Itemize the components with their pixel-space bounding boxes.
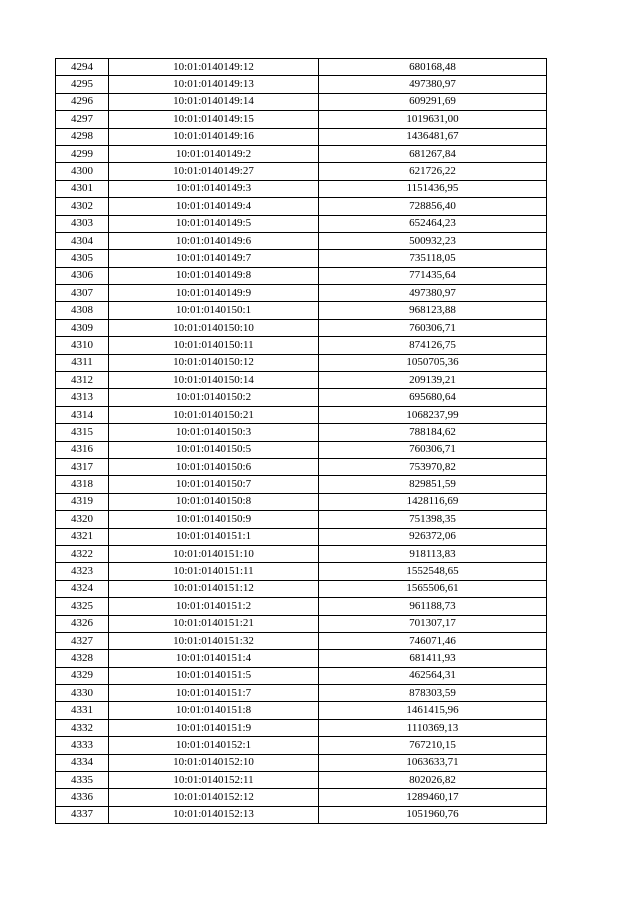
table-row: [56, 59, 547, 76]
row-number-cell: 4335: [56, 772, 109, 789]
table-row: [56, 232, 547, 249]
cadastral-number-cell: 10:01:0140151:2: [109, 598, 319, 615]
table-row: [56, 145, 547, 162]
cadastral-number-cell: 10:01:0140150:14: [109, 372, 319, 389]
cadastral-value-table: [55, 58, 547, 824]
cadastral-value-cell: 1063633,71: [319, 754, 547, 771]
cadastral-number-cell: 10:01:0140152:12: [109, 789, 319, 806]
cadastral-number-cell: 10:01:0140149:5: [109, 215, 319, 232]
cadastral-number-cell: 10:01:0140150:12: [109, 354, 319, 371]
cadastral-value-cell: 701307,17: [319, 615, 547, 632]
table-row: [56, 215, 547, 232]
cadastral-value-cell: 1019631,00: [319, 111, 547, 128]
row-number-cell: 4316: [56, 441, 109, 458]
row-number-cell: 4297: [56, 111, 109, 128]
cadastral-number-cell: 10:01:0140151:1: [109, 528, 319, 545]
cadastral-value-cell: 1436481,67: [319, 128, 547, 145]
cadastral-number-cell: 10:01:0140151:10: [109, 545, 319, 562]
cadastral-value-cell: 609291,69: [319, 93, 547, 110]
table-body: [56, 59, 547, 824]
cadastral-number-cell: 10:01:0140151:11: [109, 563, 319, 580]
table-row: [56, 250, 547, 267]
row-number-cell: 4295: [56, 76, 109, 93]
table-row: [56, 493, 547, 510]
cadastral-value-cell: 652464,23: [319, 215, 547, 232]
table-row: [56, 702, 547, 719]
cadastral-value-cell: 681267,84: [319, 145, 547, 162]
row-number-cell: 4323: [56, 563, 109, 580]
cadastral-value-cell: 788184,62: [319, 424, 547, 441]
cadastral-value-cell: 681411,93: [319, 650, 547, 667]
cadastral-number-cell: 10:01:0140151:12: [109, 580, 319, 597]
table-row: [56, 685, 547, 702]
cadastral-number-cell: 10:01:0140150:11: [109, 337, 319, 354]
table-row: [56, 650, 547, 667]
cadastral-value-cell: 1068237,99: [319, 406, 547, 423]
cadastral-value-cell: 878303,59: [319, 685, 547, 702]
cadastral-number-cell: 10:01:0140149:2: [109, 145, 319, 162]
cadastral-number-cell: 10:01:0140149:12: [109, 59, 319, 76]
row-number-cell: 4301: [56, 180, 109, 197]
cadastral-number-cell: 10:01:0140149:14: [109, 93, 319, 110]
table-row: [56, 424, 547, 441]
cadastral-value-cell: 1110369,13: [319, 719, 547, 736]
cadastral-value-cell: 1050705,36: [319, 354, 547, 371]
cadastral-number-cell: 10:01:0140149:16: [109, 128, 319, 145]
cadastral-number-cell: 10:01:0140152:11: [109, 772, 319, 789]
cadastral-value-cell: 751398,35: [319, 511, 547, 528]
row-number-cell: 4296: [56, 93, 109, 110]
row-number-cell: 4330: [56, 685, 109, 702]
table-row: [56, 267, 547, 284]
row-number-cell: 4313: [56, 389, 109, 406]
row-number-cell: 4324: [56, 580, 109, 597]
row-number-cell: 4317: [56, 458, 109, 475]
cadastral-number-cell: 10:01:0140149:7: [109, 250, 319, 267]
table-row: [56, 719, 547, 736]
cadastral-number-cell: 10:01:0140151:21: [109, 615, 319, 632]
row-number-cell: 4308: [56, 302, 109, 319]
cadastral-number-cell: 10:01:0140150:7: [109, 476, 319, 493]
cadastral-number-cell: 10:01:0140152:10: [109, 754, 319, 771]
cadastral-value-cell: 746071,46: [319, 632, 547, 649]
table-row: [56, 737, 547, 754]
cadastral-number-cell: 10:01:0140150:21: [109, 406, 319, 423]
row-number-cell: 4298: [56, 128, 109, 145]
table-row: [56, 632, 547, 649]
table-row: [56, 598, 547, 615]
cadastral-value-cell: 760306,71: [319, 319, 547, 336]
table-row: [56, 319, 547, 336]
row-number-cell: 4311: [56, 354, 109, 371]
row-number-cell: 4306: [56, 267, 109, 284]
row-number-cell: 4326: [56, 615, 109, 632]
cadastral-value-cell: 771435,64: [319, 267, 547, 284]
row-number-cell: 4300: [56, 163, 109, 180]
row-number-cell: 4299: [56, 145, 109, 162]
cadastral-number-cell: 10:01:0140150:6: [109, 458, 319, 475]
table-row: [56, 198, 547, 215]
cadastral-value-cell: 802026,82: [319, 772, 547, 789]
cadastral-value-cell: 1289460,17: [319, 789, 547, 806]
cadastral-value-cell: 961188,73: [319, 598, 547, 615]
table-row: [56, 458, 547, 475]
row-number-cell: 4337: [56, 806, 109, 823]
table-row: [56, 476, 547, 493]
row-number-cell: 4321: [56, 528, 109, 545]
cadastral-value-cell: 760306,71: [319, 441, 547, 458]
table-row: [56, 372, 547, 389]
cadastral-value-cell: 829851,59: [319, 476, 547, 493]
cadastral-number-cell: 10:01:0140150:10: [109, 319, 319, 336]
cadastral-value-cell: 209139,21: [319, 372, 547, 389]
cadastral-value-cell: 1051960,76: [319, 806, 547, 823]
cadastral-number-cell: 10:01:0140151:5: [109, 667, 319, 684]
cadastral-value-cell: 462564,31: [319, 667, 547, 684]
row-number-cell: 4331: [56, 702, 109, 719]
table-row: [56, 528, 547, 545]
cadastral-number-cell: 10:01:0140150:3: [109, 424, 319, 441]
cadastral-number-cell: 10:01:0140149:15: [109, 111, 319, 128]
cadastral-value-cell: 1428116,69: [319, 493, 547, 510]
table-row: [56, 163, 547, 180]
table-row: [56, 354, 547, 371]
row-number-cell: 4294: [56, 59, 109, 76]
row-number-cell: 4319: [56, 493, 109, 510]
cadastral-value-cell: 1565506,61: [319, 580, 547, 597]
table-row: [56, 754, 547, 771]
row-number-cell: 4309: [56, 319, 109, 336]
table-row: [56, 563, 547, 580]
cadastral-number-cell: 10:01:0140151:32: [109, 632, 319, 649]
cadastral-value-cell: 918113,83: [319, 545, 547, 562]
cadastral-value-cell: 874126,75: [319, 337, 547, 354]
row-number-cell: 4334: [56, 754, 109, 771]
cadastral-number-cell: 10:01:0140152:13: [109, 806, 319, 823]
row-number-cell: 4322: [56, 545, 109, 562]
table-row: [56, 667, 547, 684]
cadastral-value-cell: 753970,82: [319, 458, 547, 475]
cadastral-number-cell: 10:01:0140149:3: [109, 180, 319, 197]
cadastral-value-cell: 621726,22: [319, 163, 547, 180]
cadastral-number-cell: 10:01:0140151:8: [109, 702, 319, 719]
table-row: [56, 337, 547, 354]
table-row: [56, 389, 547, 406]
table-row: [56, 511, 547, 528]
cadastral-value-cell: 968123,88: [319, 302, 547, 319]
row-number-cell: 4305: [56, 250, 109, 267]
cadastral-number-cell: 10:01:0140149:27: [109, 163, 319, 180]
cadastral-number-cell: 10:01:0140149:8: [109, 267, 319, 284]
cadastral-number-cell: 10:01:0140150:2: [109, 389, 319, 406]
row-number-cell: 4304: [56, 232, 109, 249]
cadastral-value-cell: 767210,15: [319, 737, 547, 754]
cadastral-number-cell: 10:01:0140150:1: [109, 302, 319, 319]
cadastral-value-cell: 1552548,65: [319, 563, 547, 580]
row-number-cell: 4328: [56, 650, 109, 667]
table-row: [56, 406, 547, 423]
row-number-cell: 4312: [56, 372, 109, 389]
table-row: [56, 789, 547, 806]
table-row: [56, 93, 547, 110]
row-number-cell: 4314: [56, 406, 109, 423]
row-number-cell: 4315: [56, 424, 109, 441]
row-number-cell: 4327: [56, 632, 109, 649]
cadastral-number-cell: 10:01:0140149:13: [109, 76, 319, 93]
cadastral-number-cell: 10:01:0140150:8: [109, 493, 319, 510]
table-row: [56, 128, 547, 145]
table-row: [56, 772, 547, 789]
table-row: [56, 285, 547, 302]
cadastral-value-cell: 497380,97: [319, 76, 547, 93]
row-number-cell: 4303: [56, 215, 109, 232]
table-row: [56, 806, 547, 823]
cadastral-number-cell: 10:01:0140152:1: [109, 737, 319, 754]
cadastral-number-cell: 10:01:0140150:9: [109, 511, 319, 528]
table-row: [56, 545, 547, 562]
cadastral-number-cell: 10:01:0140151:9: [109, 719, 319, 736]
table-row: [56, 180, 547, 197]
cadastral-value-cell: 695680,64: [319, 389, 547, 406]
row-number-cell: 4329: [56, 667, 109, 684]
row-number-cell: 4320: [56, 511, 109, 528]
table-row: [56, 615, 547, 632]
row-number-cell: 4310: [56, 337, 109, 354]
cadastral-number-cell: 10:01:0140151:4: [109, 650, 319, 667]
cadastral-value-cell: 728856,40: [319, 198, 547, 215]
row-number-cell: 4318: [56, 476, 109, 493]
table-row: [56, 76, 547, 93]
row-number-cell: 4302: [56, 198, 109, 215]
cadastral-value-cell: 926372,06: [319, 528, 547, 545]
cadastral-value-cell: 1151436,95: [319, 180, 547, 197]
cadastral-value-cell: 1461415,96: [319, 702, 547, 719]
row-number-cell: 4332: [56, 719, 109, 736]
cadastral-number-cell: 10:01:0140149:6: [109, 232, 319, 249]
table-row: [56, 441, 547, 458]
row-number-cell: 4307: [56, 285, 109, 302]
row-number-cell: 4325: [56, 598, 109, 615]
row-number-cell: 4336: [56, 789, 109, 806]
table-row: [56, 580, 547, 597]
cadastral-number-cell: 10:01:0140149:4: [109, 198, 319, 215]
cadastral-number-cell: 10:01:0140151:7: [109, 685, 319, 702]
row-number-cell: 4333: [56, 737, 109, 754]
cadastral-value-cell: 735118,05: [319, 250, 547, 267]
cadastral-number-cell: 10:01:0140149:9: [109, 285, 319, 302]
cadastral-value-cell: 497380,97: [319, 285, 547, 302]
cadastral-number-cell: 10:01:0140150:5: [109, 441, 319, 458]
cadastral-value-cell: 680168,48: [319, 59, 547, 76]
table-row: [56, 302, 547, 319]
cadastral-value-cell: 500932,23: [319, 232, 547, 249]
table-row: [56, 111, 547, 128]
